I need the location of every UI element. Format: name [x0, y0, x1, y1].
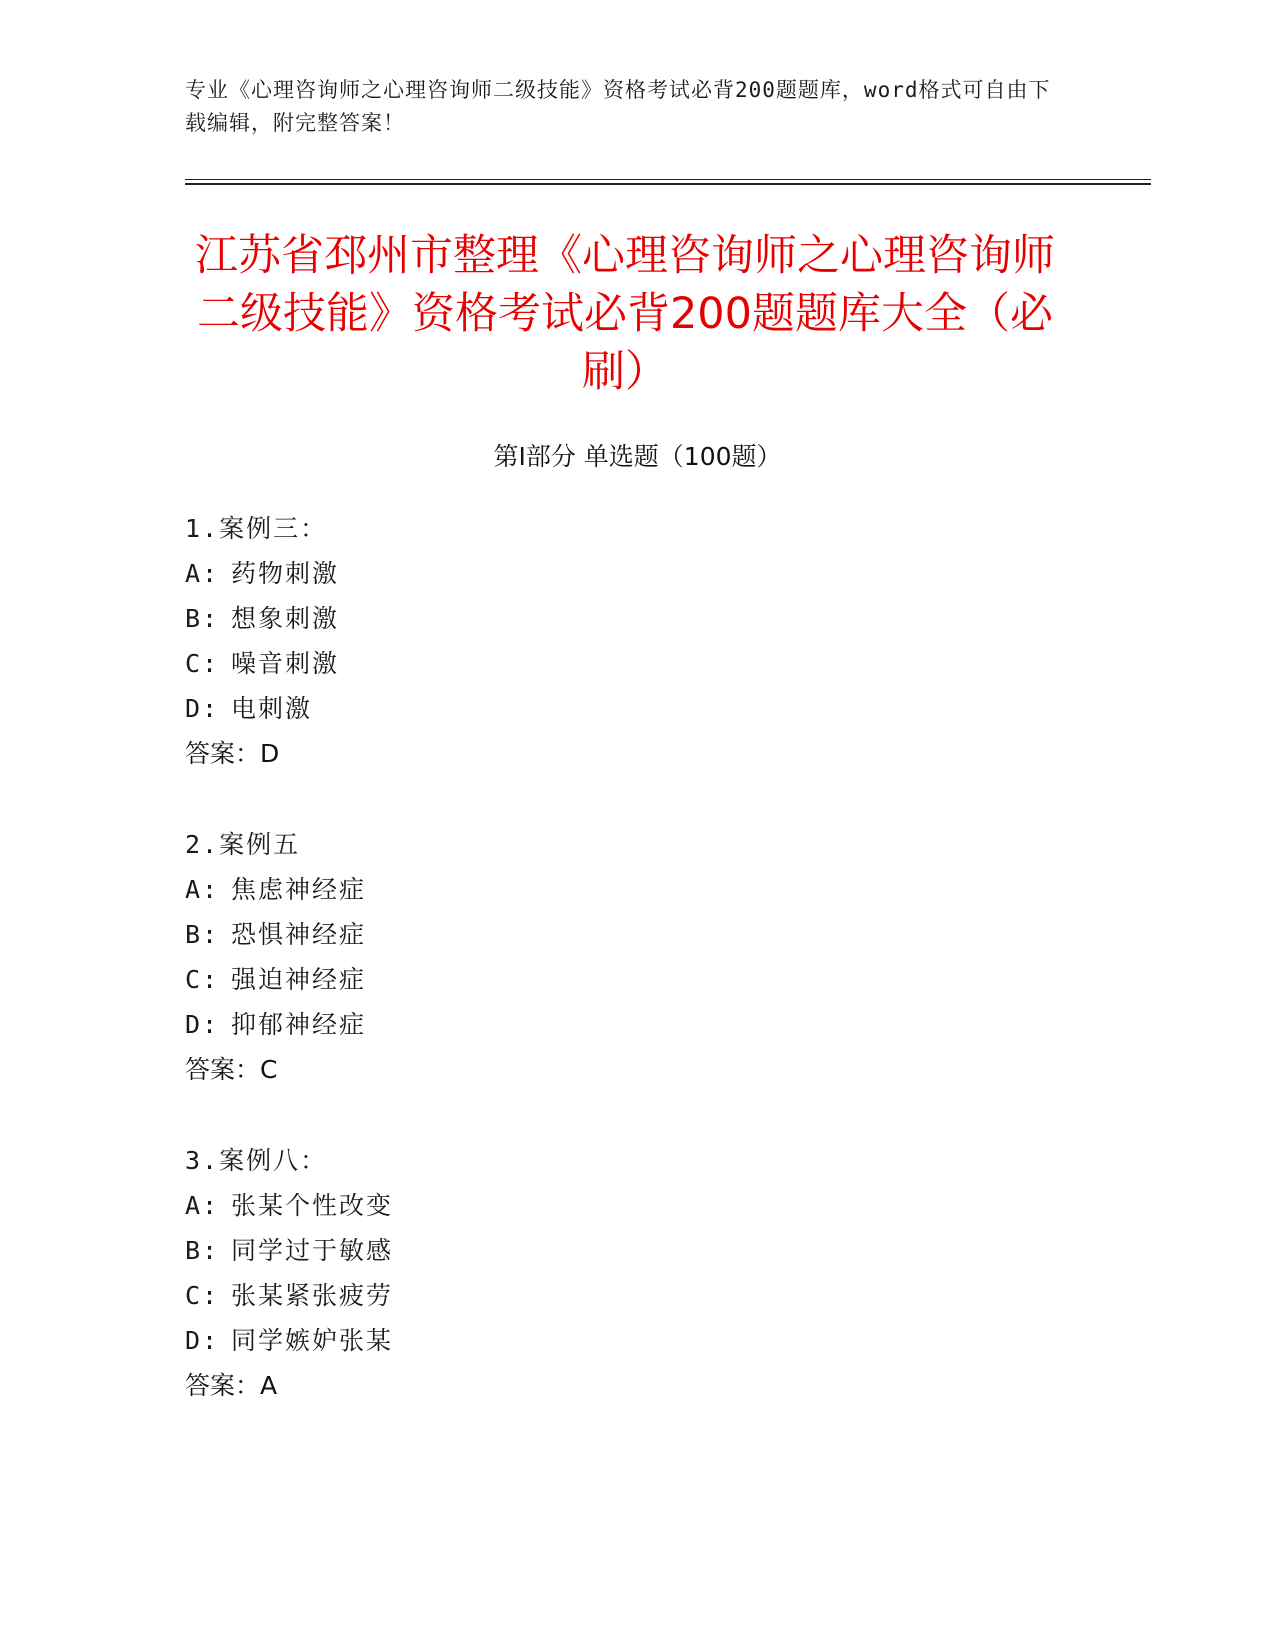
option-text: 电刺激	[231, 694, 313, 723]
option-c	[185, 641, 785, 686]
option-text: 张某紧张疲劳	[231, 1281, 394, 1310]
option-letter: A:	[185, 875, 220, 904]
header-divider-thin	[185, 179, 1151, 180]
option-text: 张某个性改变	[231, 1191, 394, 1220]
option-b	[185, 596, 785, 641]
option-text: 抑郁神经症	[231, 1010, 367, 1039]
question-stem: 2.案例五	[185, 830, 301, 859]
question-block	[185, 822, 785, 1092]
option-text: 同学嫉妒张某	[231, 1326, 394, 1355]
option-letter: C:	[185, 965, 220, 994]
option-d	[185, 1002, 785, 1047]
option-letter: D:	[185, 1326, 220, 1355]
option-letter: B:	[185, 1236, 220, 1265]
question-stem: 1.案例三：	[185, 514, 328, 543]
answer: 答案：A	[185, 1371, 278, 1400]
option-b	[185, 912, 785, 957]
option-letter: B:	[185, 920, 220, 949]
answer: 答案：C	[185, 1055, 278, 1084]
option-text: 强迫神经症	[231, 965, 367, 994]
option-letter: C:	[185, 1281, 220, 1310]
option-a	[185, 867, 785, 912]
option-text: 焦虑神经症	[231, 875, 367, 904]
question-block	[185, 1138, 785, 1408]
option-letter: D:	[185, 694, 220, 723]
option-c	[185, 1273, 785, 1318]
option-text: 恐惧神经症	[231, 920, 367, 949]
answer: 答案：D	[185, 739, 280, 768]
question-stem: 3.案例八：	[185, 1146, 328, 1175]
option-text: 同学过于敏感	[231, 1236, 394, 1265]
option-d	[185, 1318, 785, 1363]
option-text: 想象刺激	[231, 604, 340, 633]
section-title: 第Ⅰ部分 单选题（100题）	[493, 442, 782, 471]
header-divider-thick	[185, 183, 1151, 185]
option-letter: A:	[185, 559, 220, 588]
option-text: 药物刺激	[231, 559, 340, 588]
option-letter: B:	[185, 604, 220, 633]
option-a	[185, 551, 785, 596]
option-letter: A:	[185, 1191, 220, 1220]
option-letter: C:	[185, 649, 220, 678]
option-b	[185, 1228, 785, 1273]
option-letter: D:	[185, 1010, 220, 1039]
header-note: 专业《心理咨询师之心理咨询师二级技能》资格考试必背200题题库，word格式可自由下载编辑，附完整答案！	[185, 78, 1051, 135]
option-text: 噪音刺激	[231, 649, 340, 678]
question-block	[185, 506, 785, 776]
document-title: 江苏省邳州市整理《心理咨询师之心理咨询师二级技能》资格考试必背200题题库大全（必刷）	[195, 231, 1055, 397]
option-c	[185, 957, 785, 1002]
option-d	[185, 686, 785, 731]
option-a	[185, 1183, 785, 1228]
